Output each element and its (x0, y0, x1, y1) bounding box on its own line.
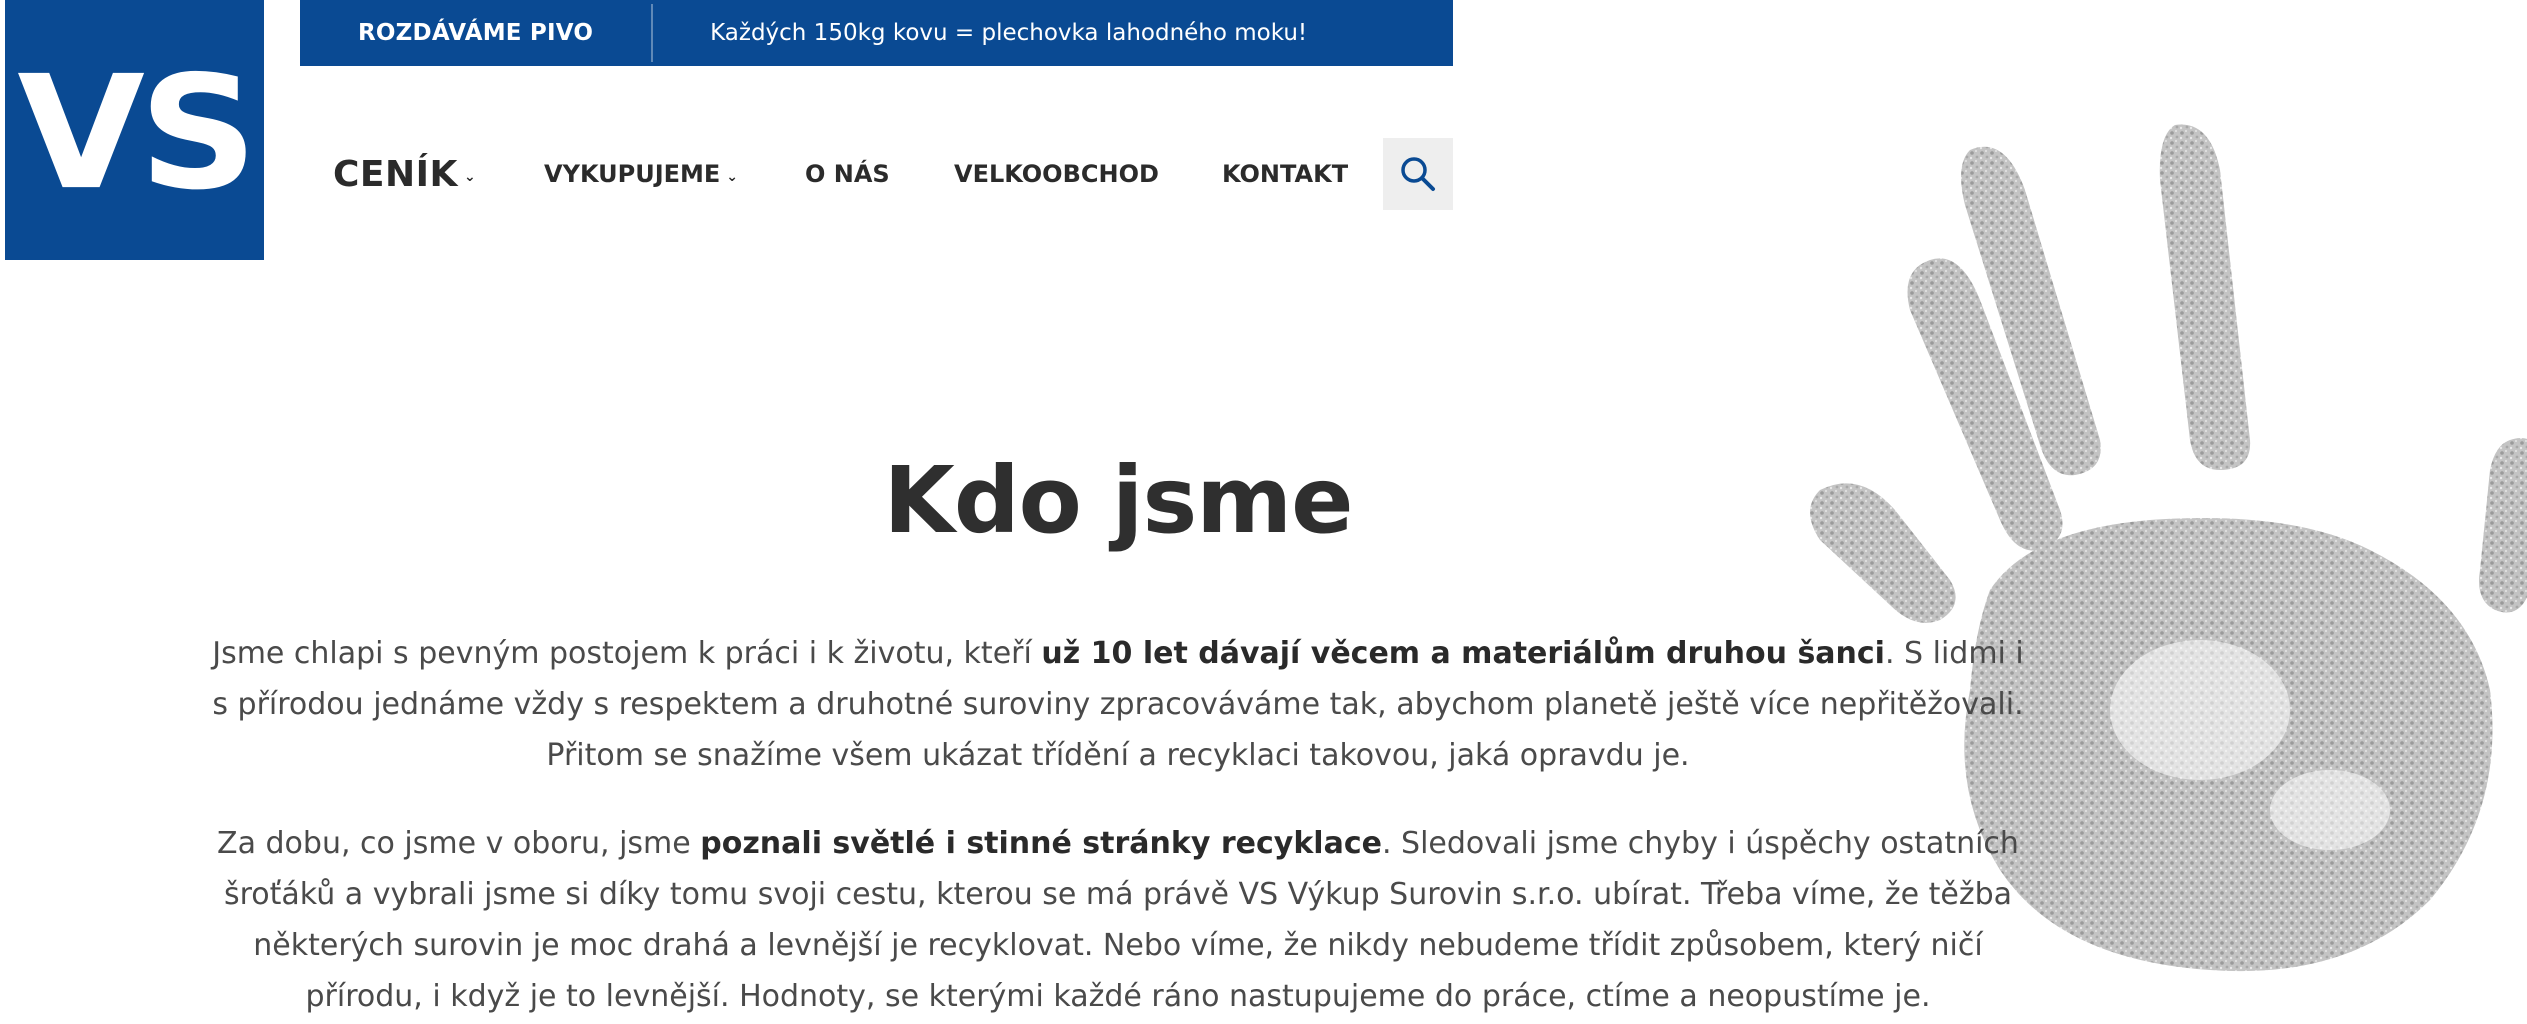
logo[interactable] (5, 0, 264, 260)
chevron-down-icon: ⌄ (463, 169, 477, 185)
intro-text-bold: už 10 let dávají věcem a materiálům druhou šanci (1041, 636, 1885, 671)
promo-text: Každých 150kg kovu = plechovka lahodného moku! (710, 20, 1308, 46)
promo-bar (300, 0, 1453, 66)
history-text-c: . Sledovali jsme chyby i úspěchy ostatních šroťáků a vybrali jsme si díky tomu svoji cestu, kterou se má právě VS Výkup Surovin s.r.o. ubírat. Třeba víme, že těžba některých surovin je moc drahá a levnější je recyklovat. Nebo víme, že nikdy nebudeme třídit způsobem, který ničí přírodu, i když je to levnější. Hodnoty, se kterými každé ráno nastupujeme do práce, ctíme a neopustíme je. (223, 826, 2019, 1014)
history-paragraph (200, 818, 2036, 1022)
history-text-a: Za dobu, co jsme v oboru, jsme (217, 826, 701, 861)
nav-item-label: KONTAKT (1222, 160, 1349, 188)
intro-paragraph (200, 628, 2036, 781)
intro-text-c: . S lidmi i s přírodou jednáme vždy s respektem a druhotné suroviny zpracováváme tak, abychom planetě ještě více nepřitěžovali. Přitom se snažíme všem ukázat třídění a recyklaci takovou, jaká opravdu je. (212, 636, 2024, 773)
search-button[interactable] (1383, 138, 1453, 210)
nav-item-label: VYKUPUJEME (544, 160, 721, 188)
nav-item-label: CENÍK (333, 153, 458, 195)
history-text-bold: poznali světlé i stinné stránky recyklace (700, 826, 1382, 861)
page-title: Kdo jsme (883, 446, 1353, 554)
nav-item-label: VELKOOBCHOD (954, 160, 1159, 188)
nav-item-o-nas[interactable] (805, 160, 890, 188)
search-icon (1399, 155, 1437, 193)
logo-text: VS (17, 41, 252, 224)
nav-item-label: O NÁS (805, 160, 890, 188)
promo-title[interactable]: ROZDÁVÁME PIVO (358, 20, 594, 46)
main-nav (300, 138, 1453, 210)
nav-item-kontakt[interactable] (1222, 160, 1348, 188)
chevron-down-icon: ⌄ (726, 169, 739, 185)
nav-item-vykupujeme[interactable] (544, 160, 738, 188)
intro-text-a: Jsme chlapi s pevným postojem k práci i k životu, kteří (212, 636, 1042, 671)
nav-item-velkoobchod[interactable] (954, 160, 1159, 188)
nav-item-cenik[interactable] (333, 154, 476, 195)
